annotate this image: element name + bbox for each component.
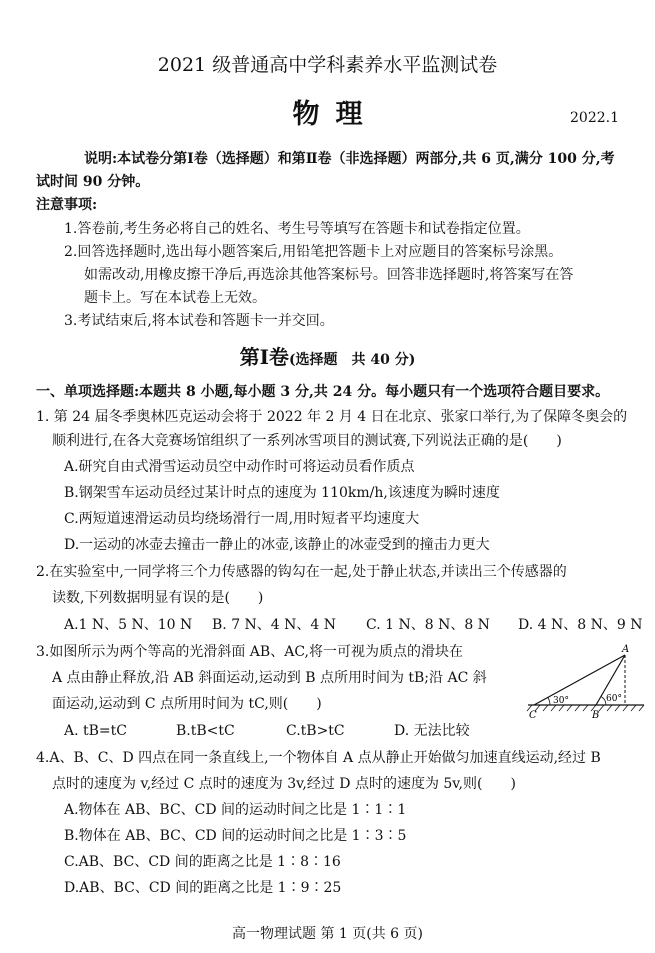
point-c-label: C bbox=[529, 710, 537, 719]
q3-option-c: C.tB>tC bbox=[286, 723, 345, 739]
note-2-line-3: 题卡上。写在本试卷上无效。 bbox=[84, 290, 266, 306]
instructions-line-1: 说明:本试卷分第Ⅰ卷（选择题）和第Ⅱ卷（非选择题）两部分,共 6 页,满分 100 分,考 bbox=[84, 151, 615, 167]
exam-date: 2022.1 bbox=[570, 110, 619, 126]
point-b-label: B bbox=[592, 710, 600, 719]
note-2-line-2: 如需改动,用橡皮擦干净后,再选涂其他答案标号。回答非选择题时,将答案写在答 bbox=[84, 267, 574, 283]
angle-arc-c bbox=[548, 698, 550, 706]
ground-line bbox=[527, 705, 644, 711]
q1-option-c: C.两短道速滑运动员均绕场滑行一周,用时短者平均速度大 bbox=[64, 511, 420, 527]
point-a-label: A bbox=[622, 644, 630, 655]
q2-option-a: A.1 N、5 N、10 N bbox=[64, 617, 193, 633]
q3-option-d: D. 无法比较 bbox=[394, 723, 470, 739]
q3-options bbox=[0, 722, 520, 740]
q1-option-a: A.研究自由式滑雪运动员空中动作时可将运动员看作质点 bbox=[64, 459, 415, 475]
section-1-label: 第Ⅰ卷 bbox=[239, 345, 289, 369]
note-2-line-1: 2.回答选择题时,选出每小题答案后,用铅笔把答题卡上对应题目的答案标号涂黑。 bbox=[64, 244, 563, 260]
q4-option-a: A.物体在 AB、BC、CD 间的运动时间之比是 1∶1∶1 bbox=[64, 802, 407, 818]
note-3: 3.考试结束后,将本试卷和答题卡一并交回。 bbox=[64, 313, 334, 329]
q4-option-b: B.物体在 AB、BC、CD 间的运动时间之比是 1∶3∶5 bbox=[64, 828, 407, 844]
q2-stem-line-1: 2.在实验室中,一同学将三个力传感器的钩勾在一起,处于静止状态,并读出三个传感器的 bbox=[36, 564, 567, 580]
q3-stem-line-3: 面运动,运动到 C 点所用时间为 tC,则( ) bbox=[52, 696, 322, 712]
q2-options bbox=[0, 616, 655, 634]
q3-stem-line-1: 3.如图所示为两个等高的光滑斜面 AB、AC,将一可视为质点的滑块在 bbox=[36, 644, 463, 660]
q1-stem-line-2: 顺利进行,在各大竞赛场馆组织了一系列冰雪项目的测试赛,下列说法正确的是( ) bbox=[52, 433, 562, 449]
q4-stem-line-1: 4.A、B、C、D 四点在同一条直线上,一个物体自 A 点从静止开始做匀加速直线运动,经过 B bbox=[36, 750, 601, 766]
instructions-line-2: 试时间 90 分钟。 bbox=[36, 174, 150, 190]
q2-option-c: C. 1 N、8 N、8 N bbox=[366, 617, 490, 633]
q4-option-c: C.AB、BC、CD 间的距离之比是 1∶8∶16 bbox=[64, 854, 341, 870]
q4-option-d: D.AB、BC、CD 间的距离之比是 1∶9∶25 bbox=[64, 880, 342, 896]
subject-title: 物理 bbox=[292, 99, 379, 130]
q1-stem-line-1: 1. 第 24 届冬季奥林匹克运动会将于 2022 年 2 月 4 日在北京、张家口举行,为了保障冬奥会的 bbox=[36, 409, 628, 425]
q3-option-b: B.tB<tC bbox=[176, 723, 235, 739]
q1-option-b: B.钢架雪车运动员经过某计时点的速度为 110km/h,该速度为瞬时速度 bbox=[64, 485, 500, 501]
notes-heading: 注意事项: bbox=[36, 197, 98, 213]
exam-title: 2021 级普通高中学科素养水平监测试卷 bbox=[157, 54, 498, 76]
incline-diagram bbox=[524, 641, 648, 719]
section-1-title bbox=[0, 341, 655, 370]
q2-option-d: D. 4 N、8 N、9 N bbox=[518, 617, 643, 633]
part-1-heading: 一、单项选择题:本题共 8 小题,每小题 3 分,共 24 分。每小题只有一个选项符合题目要求。 bbox=[36, 384, 610, 400]
q3-option-a: A. tB=tC bbox=[64, 723, 127, 739]
q2-option-b: B. 7 N、4 N、4 N bbox=[212, 617, 337, 633]
q3-stem-line-2: A 点由静止释放,沿 AB 斜面运动,运动到 B 点所用时间为 tB;沿 AC 斜 bbox=[52, 670, 487, 686]
note-1: 1.答卷前,考生务必将自己的姓名、考生号等填写在答题卡和试卷指定位置。 bbox=[64, 221, 530, 237]
q2-stem-line-2: 读数,下列数据明显有误的是( ) bbox=[52, 590, 264, 606]
angle-c-label: 30° bbox=[553, 696, 569, 706]
page-footer: 高一物理试题 第 1 页(共 6 页) bbox=[232, 926, 423, 942]
angle-b-label: 60° bbox=[606, 694, 622, 704]
q4-stem-line-2: 点时的速度为 v,经过 C 点时的速度为 3v,经过 D 点时的速度为 5v,则( ) bbox=[52, 776, 516, 792]
section-1-subtitle: (选择题 共 40 分) bbox=[288, 352, 416, 368]
q1-option-d: D.一运动的冰壶去撞击一静止的冰壶,该静止的冰壶受到的撞击力更大 bbox=[64, 537, 490, 553]
